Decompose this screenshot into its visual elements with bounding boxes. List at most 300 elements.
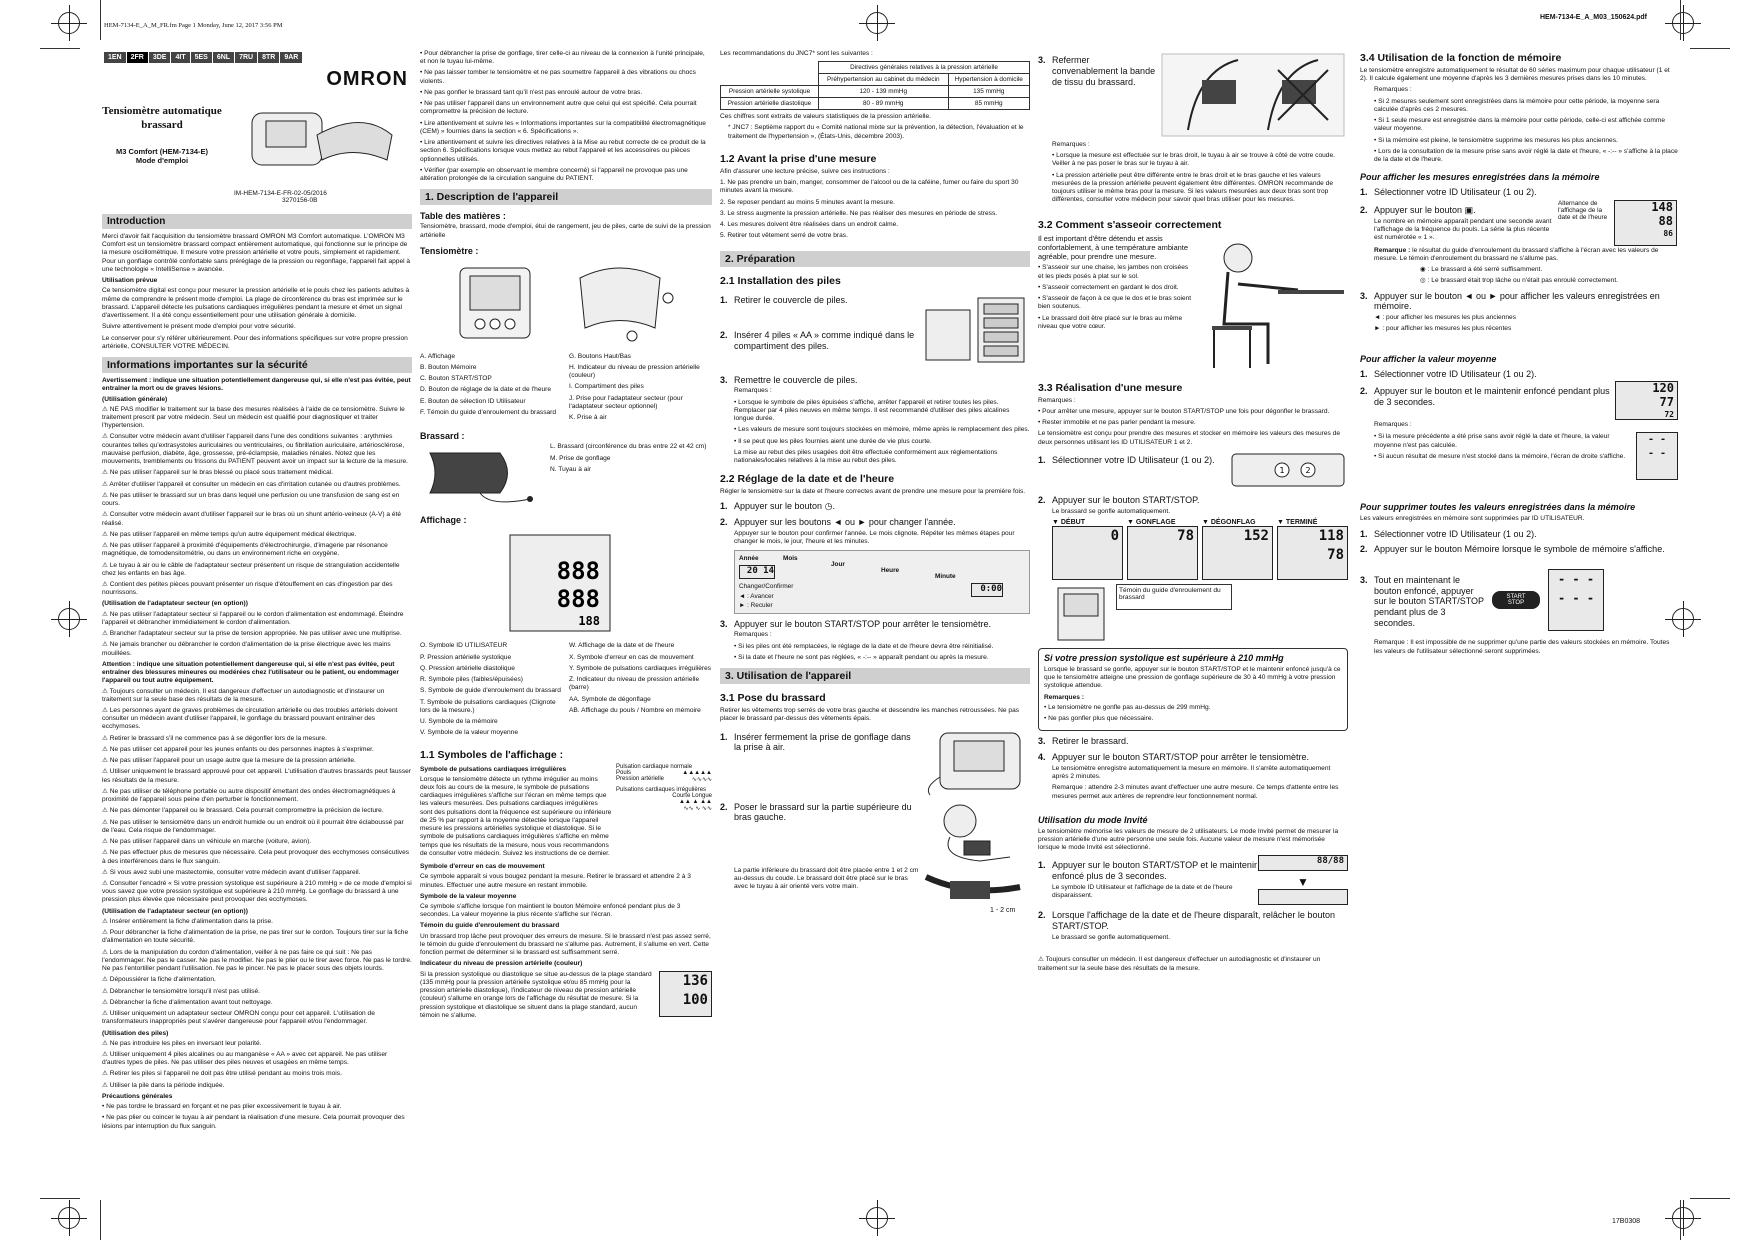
- battery-cautions-list: [102, 1040, 412, 1090]
- s33-remarks: [1038, 408, 1348, 427]
- section-2-2-heading: 2.2 Réglage de la date et de l'heure: [720, 473, 895, 486]
- section-3-3-heading: 3.3 Réalisation d'une mesure: [1038, 381, 1183, 394]
- list-item: ⚠ Utiliser uniquement 4 piles alcalines ou au manganèse « AA » avec cet appareil. Ne pas utiliser d'autres types de piles. Ne pas utiliser des piles neuves et usagées en même temps.: [102, 1050, 388, 1067]
- wrap-guide-illustration: [1052, 584, 1112, 644]
- list-item: ⚠ Ne pas utiliser l'adaptateur secteur si l'appareil ou le cordon d'alimentation est endommagé. Éteindre l'appareil et débrancher immédiatement le cordon d'alimentation.: [102, 610, 404, 626]
- measurement-phases: [1052, 519, 1348, 580]
- date-step-2: 2. Appuyer sur les boutons ◄ ou ► pour changer l'année.: [720, 517, 956, 528]
- list-item: • Le brassard doit être placé sur le bras au même niveau que votre cœur.: [1038, 314, 1183, 330]
- list-item: 1. Ne pas prendre un bain, manger, consommer de l'alcool ou de la caféine, fumer ou faire du sport 30 minutes avant la mesure.: [720, 179, 1019, 195]
- list-item: ⚠ Débrancher le tensiomètre lorsqu'il n'est pas utilisé.: [102, 987, 260, 995]
- list-item: S. Symbole de guide d'enroulement du brassard: [420, 687, 561, 695]
- wrap-ng-icon: ◎: [1420, 277, 1426, 285]
- list-item: ⚠ Ne pas utiliser l'appareil en même temps qu'un autre équipement médical électrique.: [102, 530, 357, 538]
- list-item: J. Prise pour l'adaptateur secteur (pour l'adaptateur secteur optionnel): [569, 394, 683, 410]
- svg-text:188: 188: [578, 614, 600, 629]
- phase-panel: [1277, 519, 1348, 580]
- measure-step-4-sub: Le tensiomètre enregistre automatiquement la mesure en mémoire. Il s'arrête automatiquement après 2 minutes.: [1052, 764, 1331, 781]
- ihb-irregular-label: Pulsations cardiaques irrégulières: [616, 786, 707, 793]
- cuff-step-2: 2. Poser le brassard sur la partie supérieure du bras gauche.: [720, 801, 912, 823]
- guest-step-2: 2. Lorsque l'affichage de la date et de l'heure disparaît, relâcher le bouton START/STOP.: [1038, 910, 1335, 932]
- avg-lcd-sys: 120: [1652, 381, 1674, 396]
- avg-lcd-dia: 77: [1659, 395, 1674, 410]
- guest-step-1: 1. Appuyer sur le bouton START/STOP et le maintenir enfoncé plus de 3 secondes.: [1038, 860, 1257, 882]
- cuff-parts: [540, 443, 712, 509]
- crop-mark: [1690, 48, 1730, 49]
- high-pressure-box: [1038, 648, 1348, 731]
- battery-step-1: 1. Retirer le couvercle de piles.: [720, 294, 848, 305]
- average-heading: Pour afficher la valeur moyenne: [1360, 353, 1497, 364]
- tab-2fr: 2FR: [127, 52, 148, 63]
- symbols-heading: 1.1 Symboles de l'affichage :: [420, 748, 564, 761]
- list-item: H. Indicateur du niveau de pression artérielle (couleur): [569, 363, 700, 380]
- tab-5es: 5ES: [191, 52, 212, 63]
- general-use-heading: (Utilisation générale): [102, 395, 168, 403]
- level-lcd-dia: 100: [682, 992, 708, 1009]
- list-item: • S'asseoir de façon à ce que le dos et le bras soient bien soutenus.: [1038, 295, 1192, 311]
- list-item: ⚠ Utiliser la pile dans la période indiquée.: [102, 1081, 225, 1089]
- jnc-intro: Les recommandations du JNC7* sont les suivantes :: [720, 50, 873, 57]
- list-item: ⚠ Ne pas introduire les piles en inversant leur polarité.: [102, 1039, 262, 1047]
- cover-title: Tensiomètre automatique brassard: [102, 105, 222, 131]
- list-item: • Ne pas laisser tomber le tensiomètre et ne pas soumettre l'appareil à des vibrations ou chocs violents.: [420, 69, 696, 85]
- section-2-1-heading: 2.1 Installation des piles: [720, 274, 841, 287]
- jnc-head-home: Hypertension à domicile: [948, 74, 1029, 86]
- seated-posture-illustration: [1198, 234, 1348, 374]
- list-item: ⚠ Consulter l'encadré « Si votre pression systolique est supérieure à 210 mmHg » de ce mode d'emploi si vous savez que votre pression systolique est supérieure à 210 mmHg. Le gonflage du brassard à une pression plus élevée que nécessaire peut provoquer des ecchymoses.: [102, 880, 412, 904]
- date-step-3: 3. Appuyer sur le bouton START/STOP pour arrêter le tensiomètre.: [720, 618, 991, 629]
- phase-sys: 0: [1110, 527, 1119, 544]
- high-pressure-text: Lorsque le brassard se gonfle, appuyer sur le bouton START/STOP et le maintenir enfoncé jusqu'à ce que le tensiomètre atteigne une pression de gonflage supérieure de 30 à 40 mmHg à votre pression systolique attendue.: [1044, 665, 1341, 690]
- list-item: B. Bouton Mémoire: [420, 363, 477, 371]
- guest-lcd-blank: [1258, 889, 1348, 905]
- list-item: • Ne pas tordre le brassard en forçant et ne pas plier excessivement le tuyau à air.: [102, 1103, 342, 1111]
- section-1-heading: 1. Description de l'appareil: [420, 189, 712, 205]
- usage-text-3: Le conserver pour s'y référer ultérieurement. Pour des informations spécifiques sur votre propre pression artérielle, CONSULTER VOTRE MÉDECIN.: [102, 334, 408, 350]
- list-item: I. Compartiment des piles: [569, 383, 644, 391]
- jnc-row-label: Pression artérielle systolique: [721, 86, 819, 98]
- col4-remarks: [1038, 152, 1348, 204]
- brand-logo: OMRON: [326, 68, 408, 90]
- svg-text:1: 1: [1279, 465, 1285, 475]
- list-item: ⚠ Ne pas utiliser l'appareil dans un véhicule en marche (voiture, avion).: [102, 838, 312, 846]
- s22-remarks: [720, 643, 1030, 662]
- list-item: G. Boutons Haut/Bas: [569, 352, 631, 360]
- list-item: • Lorsque la mesure est effectuée sur le bras droit, le tuyau à air se trouve à côté de votre coude. Veiller à ne pas poser le bras sur le tuyau à air.: [1052, 152, 1335, 168]
- cover-subtitle: Mode d'emploi: [135, 155, 189, 165]
- list-item: ⚠ Débrancher la fiche d'alimentation avant tout nettoyage.: [102, 998, 273, 1006]
- label-change-confirm: Changer/Confirmer: [739, 582, 794, 590]
- monitor-heading: Tensiomètre :: [420, 245, 479, 256]
- memory-remarks-heading: Remarques :: [1374, 86, 1412, 94]
- list-item: D. Bouton de réglage de la date et de l'heure: [420, 386, 552, 394]
- phase-dia: 78: [1327, 547, 1344, 564]
- guest-mode-heading: Utilisation du mode Invité: [1038, 814, 1148, 825]
- s21-remarks: [720, 399, 1030, 446]
- list-item: • Si 2 mesures seulement sont enregistrées dans la mémoire pour cette période, la moyenne sera calculée d'après ces 2 mesures.: [1374, 97, 1660, 113]
- contents-heading: Table des matières :: [420, 211, 506, 222]
- list-item: U. Symbole de la mémoire: [420, 718, 498, 726]
- show-remark-ok: ◉ : Le brassard a été serré suffisamment.: [1420, 266, 1543, 274]
- jnc-row-label: Pression artérielle diastolique: [721, 98, 819, 110]
- phase-sys: 152: [1243, 527, 1269, 544]
- cuff-close-illustration: [1158, 50, 1348, 140]
- section-1-2-heading: 1.2 Avant la prise d'une mesure: [720, 152, 877, 165]
- avg-lcd-pulse: 72: [1664, 410, 1674, 420]
- list-item: K. Prise à air: [569, 414, 607, 422]
- measure-step-3: 3. Retirer le brassard.: [1038, 736, 1129, 747]
- list-item: ⚠ Dépoussiérer la fiche d'alimentation.: [102, 976, 216, 984]
- wrap-guide-heading: Témoin du guide d'enroulement du brassard: [420, 922, 560, 930]
- list-item: ⚠ NE PAS modifier le traitement sur la base des mesures réalisées à l'aide de ce tensiomètre. Suivre le traitement prescrit par votre médecin. Seul un médecin est qualifié pour diagnostiquer et traiter l'hypertension.: [102, 405, 405, 430]
- list-item: • S'asseoir sur une chaise, les jambes non croisées et les pieds posés à plat sur le sol.: [1038, 264, 1189, 280]
- date-step-2-sub: Appuyer sur le bouton pour confirmer l'année. Le mois clignote. Répéter les mêmes étapes pour changer le mois, le jour, l'heure et les minutes.: [734, 530, 1015, 546]
- list-item: 3. Le stress augmente la pression artérielle. Ne pas réaliser des mesures en période de stress.: [720, 209, 998, 217]
- list-item: ⚠ Les personnes ayant de graves problèmes de circulation artérielle ou des troubles artériels doivent consulter un médecin avant d'utiliser l'appareil, le gonflage du brassard pouvant entraîner des ecchymoses.: [102, 707, 398, 731]
- show-step-1: 1. Sélectionner votre ID Utilisateur (1 ou 2).: [1360, 187, 1537, 198]
- phase-label: ▼ GONFLAGE: [1127, 518, 1176, 526]
- adapter-heading: (Utilisation de l'adaptateur secteur (en option)): [102, 600, 248, 608]
- pulse-irregular-icon: ▲▲ ▲ ▲▲: [678, 798, 712, 805]
- list-item: • Lire attentivement et suivre les « Informations importantes sur la compatibilité électromagnétique (CEM) » fournies dans la section « 6. Spécifications ».: [420, 119, 706, 135]
- usage-text: Ce tensiomètre digital est conçu pour mesurer la pression artérielle et le pouls chez les patients adultes à même de comprendre le présent mode d'emploi. La plage de circonférence du bras est imprimée sur le brassard. L'appareil détecte les pulsations cardiaques irrégulières pendant la mesure et émet un signal d'avertissement. Il a été conçu essentiellement pour une utilisation générale à domicile.: [102, 287, 410, 320]
- list-item: R. Symbole piles (faibles/épuisées): [420, 676, 523, 684]
- list-item: ⚠ Ne jamais brancher ou débrancher le cordon d'alimentation de la prise électrique avec les mains mouillées.: [102, 641, 391, 657]
- delete-remark: Remarque : Il est impossible de ne supprimer qu'une partie des valeurs stockées en mémoire. Toutes les valeurs de l'utilisateur sélectionné seront supprimées.: [1374, 639, 1670, 655]
- list-item: ⚠ Ne pas démonter l'appareil ou le brassard. Cela pourrait compromettre la précision de lecture.: [102, 807, 384, 815]
- list-item: O. Symbole ID UTILISATEUR: [420, 642, 508, 650]
- list-item: ⚠ Toujours consulter un médecin. Il est dangereux d'effectuer un autodiagnostic et d'instaurer un traitement sur la seule base des résultats de la mesure.: [102, 687, 385, 703]
- registration-mark-bottom-left: [58, 1207, 80, 1229]
- monitor-diagram: [420, 258, 712, 348]
- tab-8tr: 8TR: [258, 52, 279, 63]
- crop-mark: [1680, 0, 1681, 40]
- measure-step-2: 2. Appuyer sur le bouton START/STOP.: [1038, 494, 1200, 505]
- label-forward: ◄ : Avancer: [739, 592, 774, 600]
- label-month: Mois: [783, 554, 798, 562]
- cuff-step-3: 3. Refermer convenablement la bande de tissu du brassard.: [1038, 55, 1156, 87]
- registration-mark-top-left: [58, 12, 80, 34]
- list-item: 5. Retirer tout vêtement serré de votre bras.: [720, 232, 848, 240]
- list-item: • Pour arrêter une mesure, appuyer sur le bouton START/STOP une fois pour dégonfler le brassard.: [1038, 407, 1330, 415]
- air-plug-illustration: [920, 727, 1030, 797]
- battery-illustration: [920, 290, 1030, 370]
- section-3-2-text: Il est important d'être détendu et assis confortablement, à une température ambiante agréable, pour prendre une mesure.: [1038, 233, 1188, 262]
- device-illustration: [222, 105, 402, 185]
- empty-memory-lcd: - - - -: [1636, 432, 1678, 480]
- display-parts-right: [569, 642, 712, 740]
- jnc-row-home: 85 mmHg: [948, 98, 1029, 110]
- cuff-step-1: 1. Insérer fermement la prise de gonflage dans la prise à air.: [720, 731, 911, 753]
- jnc-head-main: Directives générales relatives à la pression artérielle: [818, 62, 1029, 74]
- monitor-parts-left: [420, 353, 563, 426]
- phase-lcd: [1127, 526, 1198, 580]
- label-hour: Heure: [881, 566, 900, 574]
- safety-heading: Informations importantes sur la sécurité: [102, 357, 412, 373]
- cuff-diagram: [420, 443, 540, 509]
- phase-lcd: [1052, 526, 1123, 580]
- section-3-heading: 3. Utilisation de l'appareil: [720, 668, 1030, 684]
- svg-text:888: 888: [556, 585, 600, 614]
- guest-step-2-sub: Le brassard se gonfle automatiquement.: [1052, 934, 1171, 942]
- list-item: • Si la mesure précédente a été prise sans avoir réglé la date et l'heure, la valeur moyenne n'est pas calculée.: [1374, 433, 1610, 449]
- show-step-2: 2. Appuyer sur le bouton ▣.: [1360, 205, 1476, 216]
- warning-triangle-icon: ⚠: [1038, 956, 1044, 964]
- svg-text:888: 888: [556, 557, 600, 586]
- list-item: ⚠ Retirer le brassard s'il ne commence pas à se dégonfler lors de la mesure.: [102, 734, 327, 742]
- delete-lcd: - - - - - -: [1548, 569, 1604, 631]
- list-item: ⚠ Utiliser uniquement un adaptateur secteur OMRON conçu pour cet appareil. L'utilisation de transformateurs inappropriés peut s'avérer dangereuse pour l'appareil et/ou l'endommager.: [102, 1010, 375, 1026]
- battery-remarks-heading: Remarques :: [734, 387, 772, 395]
- avg-remarks-heading: Remarques :: [1374, 421, 1412, 429]
- list-item: L. Brassard (circonférence du bras entre 22 et 42 cm): [550, 443, 707, 451]
- arm-cuff-illustration: [920, 797, 1030, 867]
- section-3-4-text: Le tensiomètre enregistre automatiquement le résultat de 60 séries maximum pour chaque utilisateur (1 et 2). Il calcule également une moyenne d'après les 3 dernières mesures prises dans les 10 minutes.: [1360, 67, 1670, 83]
- wave-normal-icon: ∿∿∿∿: [691, 776, 712, 783]
- col2-top-list: [420, 50, 712, 183]
- cover-ref1: IM-HEM-7134-E-FR-02-05/2016: [234, 190, 327, 197]
- show-memory-heading: Pour afficher les mesures enregistrées dans la mémoire: [1360, 172, 1600, 183]
- crop-mark: [100, 1200, 101, 1240]
- list-item: • Si la date et l'heure ne sont pas réglées, « -:-- » apparaît pendant ou après la mesure.: [734, 653, 989, 661]
- list-item: • Ne pas gonfler plus que nécessaire.: [1044, 715, 1154, 723]
- ihb-pouls-label: Pouls: [616, 769, 632, 776]
- list-item: T. Symbole de pulsations cardiaques (Clignote lors de la mesure.): [420, 698, 556, 714]
- year-lcd: 20 14: [739, 565, 775, 579]
- tab-4it: 4IT: [171, 52, 189, 63]
- jnc-row-home: 135 mmHg: [948, 86, 1029, 98]
- phase-label: ▼ DÉBUT: [1052, 518, 1085, 526]
- list-item: • Vérifier (par exemple en observant le membre concerné) si l'appareil ne provoque pas une altération prolongée de la circulation sanguine du PATIENT.: [420, 166, 688, 183]
- list-item: ⚠ Ne pas effectuer plus de mesures que nécessaire. Cela peut provoquer des ecchymoses consécutives à des interférences dans le flux sanguin.: [102, 849, 410, 865]
- start-stop-button: START STOP: [1492, 591, 1540, 609]
- column-5: [1360, 50, 1678, 1200]
- wrap-ok-icon: ◉: [1420, 266, 1426, 274]
- list-item: ⚠ Ne pas utiliser le brassard sur un bras dans lequel une perfusion ou une transfusion de sang est en cours.: [102, 491, 400, 508]
- label-year: Année: [739, 554, 759, 562]
- avg-symbol-heading: Symbole de la valeur moyenne: [420, 892, 517, 900]
- show-step-3: 3. Appuyer sur le bouton ◄ ou ► pour afficher les valeurs enregistrées en mémoire.: [1360, 290, 1660, 312]
- general-list: [102, 1103, 412, 1131]
- list-item: 4. Les mesures doivent être réalisées dans un endroit calme.: [720, 221, 899, 229]
- list-item: • Le tensiomètre ne gonfle pas au-dessus de 299 mmHg.: [1044, 703, 1211, 711]
- show-alt-label: Alternance de l'affichage de la date et de l'heure: [1558, 200, 1608, 222]
- high-pressure-remarks-heading: Remarques :: [1044, 693, 1084, 701]
- list-item: P. Pression artérielle systolique: [420, 653, 512, 661]
- del-step-3: 3. Tout en maintenant le bouton enfoncé, appuyer sur le bouton START/STOP pendant plus de 3 secondes.: [1360, 574, 1484, 628]
- list-item: ⚠ Retirer les piles si l'appareil ne doit pas être utilisé pendant au moins trois mois.: [102, 1070, 342, 1078]
- crop-mark: [40, 1198, 80, 1199]
- list-item: • Si 1 seule mesure est enregistrée dans la mémoire pour cette période, celle-ci est affichée comme valeur moyenne.: [1374, 117, 1665, 133]
- user-id-selector-illustration: [1228, 450, 1348, 490]
- measure-step-1: 1. Sélectionner votre ID Utilisateur (1 ou 2).: [1038, 454, 1215, 465]
- list-item: V. Symbole de la valeur moyenne: [420, 729, 518, 737]
- table-row: [721, 98, 1030, 110]
- list-item: ⚠ Consulter votre médecin avant d'utiliser l'appareil dans l'une des conditions suivantes : arythmies courantes telles qu'extrasystoles auriculaires ou ventriculaires, ou fibrillation auriculaire, artériosclérose, mauvaise perfusion, diabète, âge, grossesse, pré-éclampsie, maladies rénales. Notez que les mouvements, tremblements ou frissons du PATIENT peuvent avoir un impact sur la lecture de la mesure.: [102, 433, 409, 466]
- list-item: E. Bouton de sélection ID Utilisateur: [420, 397, 526, 405]
- list-item: X. Symbole d'erreur en cas de mouvement: [569, 653, 694, 661]
- ihb-heading: Symbole de pulsations cardiaques irrégulières: [420, 765, 567, 773]
- guest-lcd: 88/88: [1258, 855, 1348, 871]
- file-info: HEM-7134-E_A_M_FR.fm Page 1 Monday, June 12, 2017 3:56 PM: [104, 22, 283, 29]
- registration-mark-left-mid: [58, 608, 80, 630]
- list-item: • Lire attentivement et suivre les directives relatives à la Mise au rebut correcte de ce produit de la section 6. Spécifications lorsque vous mettez au rebut l'appareil et les accessoires ou pièces optionnelles utilisés.: [420, 139, 706, 163]
- pulse-normal-icon: ▲▲▲▲▲: [682, 769, 712, 776]
- box-remarks: [1044, 704, 1342, 723]
- intro-heading: Introduction: [102, 214, 412, 229]
- elbow-distance-illustration: [920, 867, 1030, 923]
- list-item: Y. Symbole de pulsations cardiaques irrégulières: [569, 664, 712, 672]
- section-3-3-text: Le tensiomètre est conçu pour prendre des mesures et stocker en mémoire les valeurs des mesures de deux personnes utilisant les ID UTILISATEUR 1 et 2.: [1038, 430, 1340, 446]
- level-lcd: [659, 971, 712, 1017]
- show-lcd-sys: 148: [1651, 200, 1673, 215]
- tab-6nl: 6NL: [213, 52, 234, 63]
- list-item: Z. Indicateur du niveau de pression artérielle (barre): [569, 676, 700, 692]
- date-step-1: 1. Appuyer sur le bouton ◷.: [720, 501, 835, 512]
- battery-step-2: 2. Insérer 4 piles « AA » comme indiqué dans le compartiment des piles.: [720, 330, 915, 352]
- list-item: • Lorsque le symbole de piles épuisées s'affiche, arrêter l'appareil et retirer toutes les piles. Remplacer par 4 piles neuves en même temps. Il est recommandé d'utiliser des piles alcalines longue durée.: [734, 398, 1010, 423]
- guest-step-1-sub: Le symbole ID Utilisateur et l'affichage de la date et de l'heure disparaissent.: [1052, 884, 1233, 900]
- phase-lcd: [1202, 526, 1273, 580]
- s12-list: [720, 179, 1030, 240]
- jnc-table: [720, 61, 1030, 110]
- cuff-heading: Brassard :: [420, 431, 465, 442]
- measure-step-4-remark: Remarque : attendre 2-3 minutes avant d'effectuer une autre mesure. Ce temps d'attente entre les mesures permet aux artères de reprendre leur fonctionnement normal.: [1052, 784, 1339, 800]
- list-item: ⚠ Ne pas utiliser le tensiomètre dans un endroit humide ou un endroit où il pourrait être éclaboussé par de l'eau. Cela risque de l'endommager.: [102, 818, 404, 834]
- list-item: ⚠ Ne pas utiliser l'appareil sur le bras blessé ou placé sous traitement médical.: [102, 469, 334, 477]
- ihb-short-long-label: Courte Longue: [672, 792, 712, 799]
- general-precautions-heading: Précautions générales: [102, 1092, 173, 1100]
- list-item: ⚠ Pour débrancher la fiche d'alimentation de la prise, ne pas tirer sur le cordon. Toujours tirer sur la fiche d'alimentation en toute sécurité.: [102, 929, 409, 945]
- ihb-normal-label: Pulsation cardiaque normale: [616, 763, 693, 770]
- phase-label: ▼ DÉGONFLAG: [1202, 518, 1256, 526]
- list-item: • Ne pas utiliser l'appareil dans un environnement autre que celui qui est spécifié. Cela pourrait compromettre la précision de lecture.: [420, 100, 697, 116]
- label-back: ► : Reculer: [739, 601, 773, 609]
- column-4: [1038, 50, 1348, 1200]
- section-2-heading: 2. Préparation: [720, 251, 1030, 267]
- cover-ref2: 3270156-0B: [282, 197, 318, 204]
- guest-mode-text: Le tensiomètre mémorise les valeurs de mesure de 2 utilisateurs. Le mode Invité permet de mesurer la pression artérielle d'une autre personne une seule fois. Aucune valeur de mesure n'est mémorisée lorsque le mode Invité est sélectionné.: [1038, 827, 1339, 852]
- jnc-row-office: 120 - 139 mmHg: [818, 86, 948, 98]
- show-step-3-a: ◄ : pour afficher les mesures les plus anciennes: [1374, 314, 1517, 322]
- arrow-down-icon: ▼: [1297, 875, 1309, 890]
- date-setting-illustration: [734, 550, 1030, 614]
- show-step-2-sub: Le nombre en mémoire apparaît pendant une seconde avant l'affichage de la fréquence du pouls. La série la plus récente est numérotée « 1 ».: [1374, 217, 1552, 242]
- phase-panel: [1052, 519, 1123, 580]
- del-step-1: 1. Sélectionner votre ID Utilisateur (1 ou 2).: [1360, 528, 1537, 539]
- level-lcd-sys: 136: [682, 972, 708, 989]
- measure-step-4: 4. Appuyer sur le bouton START/STOP pour arrêter le tensiomètre.: [1038, 752, 1309, 763]
- phase-lcd: [1277, 526, 1348, 580]
- list-item: W. Affichage de la date et de l'heure: [569, 642, 675, 650]
- show-lcd-dia: 88: [1658, 213, 1673, 228]
- section-1-2-intro: Afin d'assurer une lecture précise, suivre ces instructions :: [720, 167, 890, 175]
- list-item: ⚠ Arrêter d'utiliser l'appareil et consulter un médecin en cas d'irritation cutanée ou d'autres problèmes.: [102, 480, 401, 488]
- list-item: • Si la mémoire est pleine, le tensiomètre supprime les mesures les plus anciennes.: [1374, 136, 1618, 144]
- tab-7ru: 7RU: [235, 52, 257, 63]
- footer-code: 17B0308: [1612, 1218, 1641, 1225]
- elbow-distance-label: 1 - 2 cm: [990, 906, 1016, 914]
- column-2: [420, 50, 712, 1200]
- list-item: • S'asseoir correctement en gardant le dos droit.: [1038, 283, 1179, 291]
- show-lcd: [1614, 200, 1677, 246]
- list-item: ⚠ Utiliser uniquement le brassard approuvé pour cet appareil. L'utilisation d'autres brassards peut fausser les résultats de la mesure.: [102, 768, 411, 784]
- battery-step-3: 3. Remettre le couvercle de piles.: [720, 374, 858, 385]
- adapter-warnings-list: [102, 611, 412, 658]
- level-heading: Indicateur du niveau de pression artérielle (couleur): [420, 960, 583, 968]
- list-item: • La pression artérielle peut être différente entre le bras droit et le bras gauche et les valeurs mesurées de la pression artérielle peuvent également être différentes. OMRON recommande de toujours utiliser le même bras pour la mesure. Si les valeurs mesurées aux deux bras sont trop différentes, consulter votre médecin pour savoir quel bras utiliser pour les mesures.: [1052, 171, 1333, 204]
- display-diagram: [420, 527, 712, 637]
- adapter-cautions-list: [102, 918, 412, 1027]
- jnc-head-office: Préhypertension au cabinet du médecin: [818, 74, 948, 86]
- show-remark: Remarque : le résultat du guide d'enroulement du brassard s'affiche à l'écran avec les valeurs de mesure. Le témoin d'enroulement du brassard ne s'allume pas.: [1374, 246, 1659, 262]
- list-item: ⚠ Insérer entièrement la fiche d'alimentation dans la prise.: [102, 917, 274, 925]
- usage-text-2: Suivre attentivement le présent mode d'emploi pour votre sécurité.: [102, 323, 296, 331]
- section-3-1-intro: Retirer les vêtements trop serrés de votre bras gauche et descendre les manches retroussées. Ne pas placer le brassard par-dessus des vêtements épais.: [720, 707, 1020, 723]
- list-item: ⚠ Le tuyau à air ou le câble de l'adaptateur secteur présentent un risque de strangulation accidentelle chez les enfants en bas âge.: [102, 561, 400, 577]
- avg-step-2: 2. Appuyer sur le bouton et le maintenir enfoncé pendant plus de 3 secondes.: [1360, 386, 1610, 408]
- delete-heading: Pour supprimer toutes les valeurs enregistrées dans la mémoire: [1360, 502, 1636, 513]
- battery-disposal-note: La mise au rebut des piles usagées doit être effectuée conformément aux réglementations nationales/locales relatives à la mise au rebut des piles.: [734, 448, 998, 465]
- crop-mark: [100, 0, 101, 40]
- time-lcd: 0:00: [971, 583, 1003, 597]
- list-item: ⚠ Ne pas utiliser l'appareil pour un usage autre que la mesure de la pression artérielle.: [102, 757, 356, 765]
- avg-remarks: [1360, 432, 1636, 480]
- wrap-guide-text: Un brassard trop lâche peut provoquer des erreurs de mesure. Si le brassard n'est pas assez serré, le témoin du guide d'enroulement du brassard ne s'allume pas. Autrement, il s'allume en vert. Cette fonction permet de déterminer si le brassard est suffisamment serré.: [420, 932, 711, 957]
- list-item: AA. Symbole de dégonflage: [569, 695, 651, 703]
- registration-mark-top-mid: [866, 12, 888, 34]
- measure-remarks-heading: Remarques :: [1038, 396, 1076, 404]
- monitor-parts-right: [569, 353, 712, 426]
- tab-3de: 3DE: [149, 52, 171, 63]
- battery-heading: (Utilisation des piles): [102, 1029, 169, 1037]
- clock-icon: ◷: [824, 501, 833, 512]
- table-row: [721, 86, 1030, 98]
- column-3: [720, 50, 1030, 1200]
- tab-9ar: 9AR: [280, 52, 302, 63]
- measure-step-2-sub: Le brassard se gonfle automatiquement.: [1052, 507, 1171, 515]
- section-3-4-heading: 3.4 Utilisation de la fonction de mémoire: [1360, 52, 1562, 64]
- cover-model: M3 Comfort (HEM-7134-E): [115, 146, 209, 156]
- list-item: M. Prise de gonflage: [550, 454, 611, 462]
- list-item: ⚠ Ne pas utiliser cet appareil pour les jeunes enfants ou des personnes inaptes à s'exprimer.: [102, 745, 374, 753]
- phase-panel: [1127, 519, 1198, 580]
- contents-text: Tensiomètre, brassard, mode d'emploi, étui de rangement, jeu de piles, carte de suivi de la pression artérielle: [420, 223, 711, 239]
- list-item: A. Affichage: [420, 352, 456, 360]
- del-step-2: 2. Appuyer sur le bouton Mémoire lorsque le symbole de mémoire s'affiche.: [1360, 544, 1665, 555]
- section-3-2-heading: 3.2 Comment s'asseoir correctement: [1038, 218, 1222, 231]
- date-remarks-heading: Remarques :: [734, 631, 772, 639]
- jnc-row-office: 80 - 89 mmHg: [818, 98, 948, 110]
- registration-mark-top-right: [1672, 12, 1694, 34]
- show-remark-ng: ◎ : Le brassard était trop lâche ou n'était pas enroulé correctement.: [1420, 277, 1618, 285]
- phase-sys: 78: [1177, 527, 1194, 544]
- list-item: ⚠ Si vous avez subi une mastectomie, consulter votre médecin avant d'utiliser l'appareil.: [102, 868, 361, 876]
- caution-label: Attention : indique une situation potentiellement dangereuse qui, si elle n'est pas évitée, peut entraîner des blessures mineures ou modérées chez l'utilisateur ou le patient, ou endommager l'appareil ou tout autre équipement.: [102, 660, 399, 685]
- display-parts-left: [420, 642, 563, 740]
- adapter2-heading: (Utilisation de l'adaptateur secteur (en option)): [102, 907, 248, 915]
- list-item: ⚠ Ne pas utiliser l'appareil à proximité d'équipements d'électrochirurgie, d'imagerie par résonance magnétique, de tomodensitométrie, ou dans un environnement riche en oxygène.: [102, 542, 388, 558]
- tab-1en: 1EN: [104, 52, 126, 63]
- warning-label: Avertissement : indique une situation potentiellement dangereuse qui, si elle n'est pas évitée, peut entraîner la mort ou de graves lésions.: [102, 377, 411, 393]
- list-item: • Il se peut que les piles fournies aient une durée de vie plus courte.: [734, 437, 932, 445]
- list-item: ⚠ Consulter votre médecin avant d'utiliser l'appareil sur le bras où un shunt artério-veineux (A-V) a été réalisé.: [102, 511, 402, 527]
- list-item: • Lors de la consultation de la mesure prise sans avoir réglé la date et l'heure, « -:-- » s'affiche à la place de la date et de l'heure.: [1374, 147, 1678, 164]
- intro-text: Merci d'avoir fait l'acquisition du tensiomètre brassard OMRON M3 Comfort automatique. L'OMRON M3 Comfort est un tensiomètre brassard compact entièrement automatique, qui fonctionne sur le principe de la mesure oscillométrique. Il mesure votre pression artérielle et votre pouls, simplement et rapidement. Pour un gonflage contrôlé confortable sans préréglage de la pression ou regonflage, l'appareil fait appel à une technologie « IntelliSense » avancée.: [102, 233, 411, 273]
- list-item: AB. Affichage du pouls / Nombre en mémoire: [569, 706, 701, 714]
- registration-mark-bottom-mid: [866, 1207, 888, 1229]
- svg-text:2: 2: [1305, 465, 1311, 475]
